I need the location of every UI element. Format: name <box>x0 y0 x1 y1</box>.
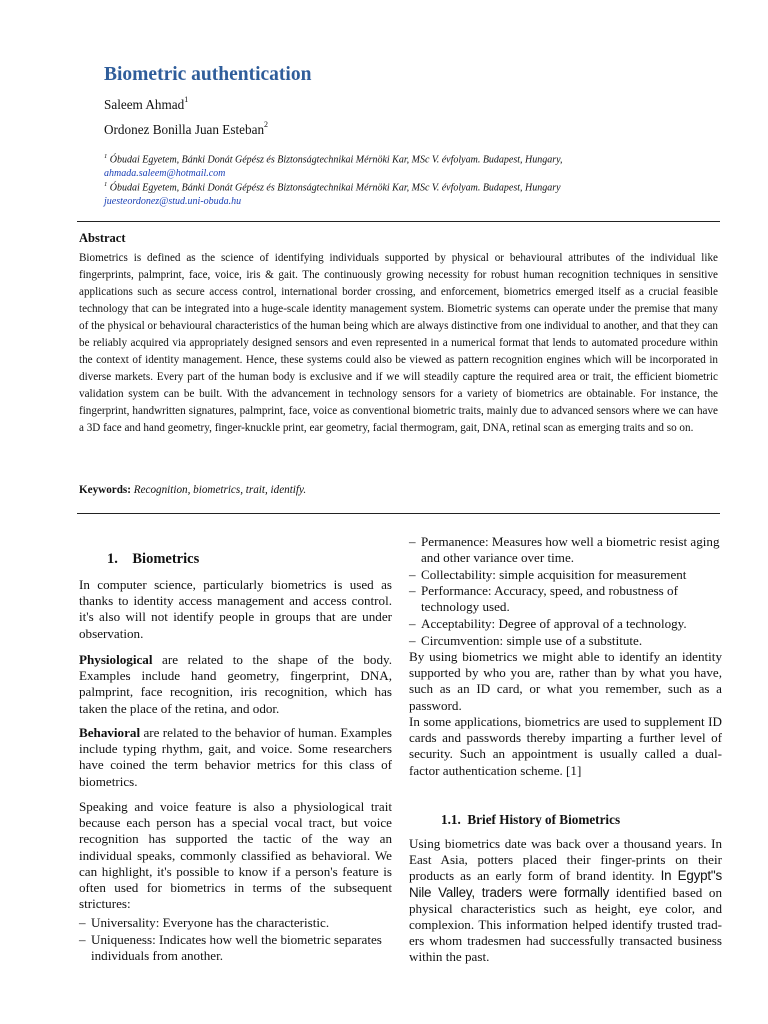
history-text-a: Using biometrics date was back over a thousand years. In East Asia, potters placed their finger-prints on their products as an early form of brand identity. <box>409 836 722 884</box>
abstract-text: Biometrics is defined as the science of identifying individuals supported by physical or behavioural attributes of the individual like fingerprints, palmprint, face, voice, iris & gait. The continuously growing necessity for robust human recognition techniques in sensitive applications such as secure access control, international border crossing, and enforcement, biometrics emerged itself as a crucial feasible technology that can be integrated into a huge-scale identity management system. Biometric systems can operate under the premise that many of the physical or behavioural characteristics of the human being which are always distinctive from one individual to another, and that they can be reliably acquired via appropriately designed sensors and even represented in a numerical format that lends to automated procedure within the context of identity management. Hence, these systems could also be viewed as pattern recognition engines which will be incorporated in diverse markets. Every part of the human body is exclusive and if we will steadily capture the required area or trait, the efficient biometric validation system can be built. With the advancement in technology sensors for a variety of biometrics are obtainable. For instance, the fingerprint, handwritten signatures, palmprint, face, voice as conventional biometric traits, mainly due to advanced sensors where we can have a 3D face and hand geometry, finger-knuckle print, ear geometry, facial thermogram, gait, DNA, retinal scan as emerging traits and so on. <box>79 252 718 434</box>
bullet-marker: – <box>409 616 416 631</box>
author-sup: 2 <box>264 120 269 129</box>
divider-top <box>77 221 720 222</box>
abstract-heading: Abstract <box>79 231 126 245</box>
divider-bottom <box>77 513 720 514</box>
author-2 <box>104 122 268 138</box>
bullet-text: Circumvention: simple use of a substitute. <box>421 633 643 648</box>
email-link-1[interactable]: ahmada.saleem@hotmail.com <box>104 167 226 179</box>
physiological-term: Physiological <box>79 652 153 667</box>
affiliation-text: Óbudai Egyetem, Bánki Donát Gépész és Biztonságtechnikai Mérnöki Kar, MSc V. évfolyam. Budapest, Hungary, <box>107 154 563 166</box>
bullet-marker: – <box>409 534 416 549</box>
author-name: Saleem Ahmad <box>104 97 185 112</box>
speaking-paragraph: Speaking and voice feature is also a physiological trait because each person has a special vocal tract, but voice recognition has supported the tactic of the way an individual speaks, commonly classified as behavioral. We can highlight, it's possible to know if a person's feature is often used for biometrics in terms of the subsequent strictures: <box>79 799 392 912</box>
bullet-uniqueness <box>79 932 392 964</box>
affiliation-sup: 1 <box>104 181 108 188</box>
behavioral-text: are related to the behavior of human. Examples include typing rhythm, gait, and voice. Some researchers have coined the term behavior metrics for this class of biometrics. <box>79 725 392 789</box>
using-biometrics-paragraph: By using biometrics we might able to identify an identity supported by who you are, rather than by what you have, such as an ID card, or what you remember, such as a password. <box>409 649 722 713</box>
bullet-permanence <box>409 534 722 566</box>
author-1 <box>104 97 188 113</box>
bullet-marker: – <box>409 583 416 598</box>
bullet-marker: – <box>79 915 86 930</box>
bullet-universality <box>79 915 392 931</box>
affiliation-text: Óbudai Egyetem, Bánki Donát Gépész és Biztonságtechnikai Mérnöki Kar, MSc V. évfolyam. Budapest, Hungary <box>107 182 561 194</box>
physiological-text: are related to the shape of the body. Examples include hand geometry, fingerprint, DNA, palmprint, face recognition, iris recognition, which has taken the place of the retina, and odor. <box>79 652 392 716</box>
bullet-text: Acceptability: Degree of approval of a technology. <box>421 616 687 631</box>
bullet-collectability <box>409 567 722 583</box>
email-link-2[interactable]: juesteordonez@stud.uni-obuda.hu <box>104 195 242 207</box>
physiological-paragraph <box>79 652 392 717</box>
affiliation-2 <box>104 178 724 208</box>
history-text-egypt: In Egypt"s Nile Valley, traders were formally <box>409 868 722 900</box>
bullet-marker: – <box>409 567 416 582</box>
author-sup: 1 <box>184 95 189 104</box>
bullet-text: Uniqueness: Indicates how well the biometric separates individuals from another. <box>91 932 382 964</box>
history-text-b: identified based on physical characteristics such as height, eye color, and complexion. This information helped identify trusted trad-ers whom tradesmen had successfully transacted business within the past. <box>409 884 722 965</box>
keywords-label: Keywords: <box>79 484 131 496</box>
affiliation-1 <box>104 150 724 180</box>
author-name: Ordonez Bonilla Juan Esteban <box>104 122 265 137</box>
bullet-marker: – <box>79 932 86 947</box>
affiliation-sup: 1 <box>104 153 108 160</box>
bullet-acceptability <box>409 616 722 632</box>
bullet-text: Performance: Accuracy, speed, and robustness of technology used. <box>421 583 678 615</box>
keywords-value: Recognition, biometrics, trait, identify. <box>130 484 307 496</box>
section-heading-biometrics: 1. Biometrics <box>107 551 200 567</box>
bullet-marker: – <box>409 633 416 648</box>
behavioral-term: Behavioral <box>79 725 141 740</box>
bullet-performance <box>409 583 722 615</box>
bullet-text: Universality: Everyone has the characteristic. <box>91 915 330 930</box>
subsection-heading-history: 1.1. Brief History of Biometrics <box>441 812 621 827</box>
keywords <box>79 484 306 496</box>
behavioral-paragraph <box>79 725 392 790</box>
bullet-circumvention <box>409 633 722 649</box>
bullet-text: Collectability: simple acquisition for measurement <box>421 567 687 582</box>
history-paragraph <box>409 836 722 966</box>
bullet-text: Permanence: Measures how well a biometric resist aging and other variance over time. <box>421 534 720 566</box>
intro-paragraph: In computer science, particularly biometrics is used as thanks to identity access management and access control. it's also will not identify people in groups that are under observation. <box>79 577 392 641</box>
applications-paragraph: In some applications, biometrics are used to supplement ID cards and passwords thereby imparting a further level of security. Such an appointment is usually called a dual-factor authentication scheme. [1] <box>409 714 722 778</box>
paper-title: Biometric authentication <box>104 64 312 85</box>
